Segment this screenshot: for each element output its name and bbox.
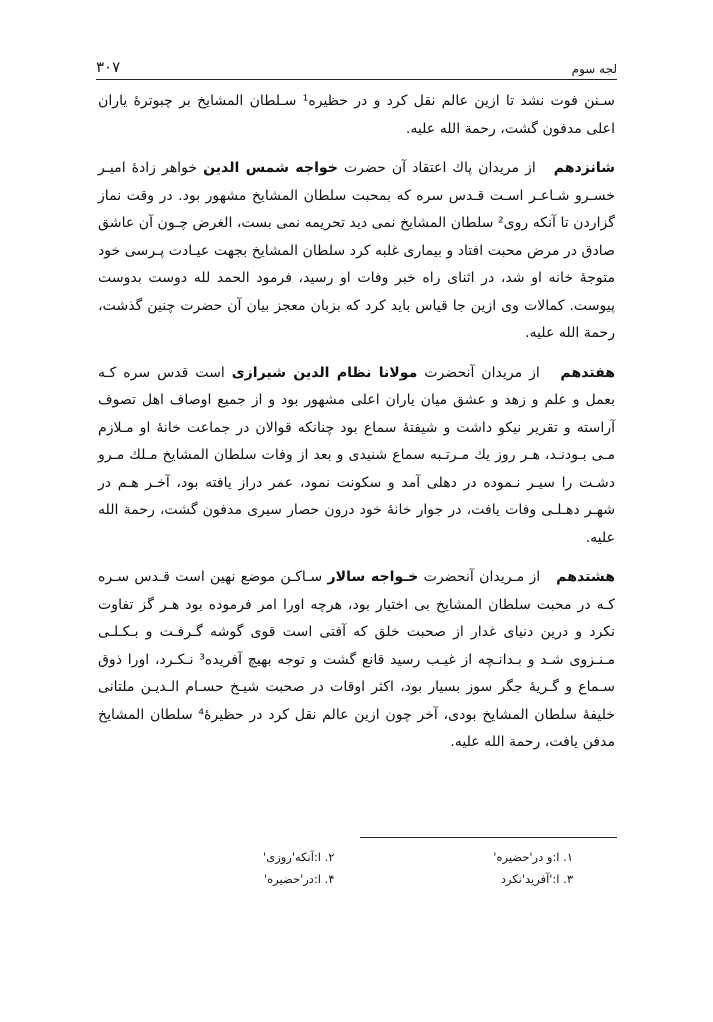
page-body: [98, 88, 615, 757]
page-header: [96, 52, 617, 76]
paragraph-text: سـنن فوت نشد تا ازین عالم نقل کرد و در حظیره¹ سـلطان المشایخ بر چبوترهٔ یاران اعلی مدفون گشت، رحمة الله علیه.: [98, 93, 615, 137]
paragraph-intro: از مریدان آنحضرت: [424, 364, 540, 381]
footnote-row: [96, 846, 573, 868]
paragraph-2: [98, 155, 615, 348]
paragraph-text: است قدس سره کـه بعمل و علم و زهد و عشق میان یاران اعلی مشهور بود و از جمیع اوصاف اهل تصوف آراسته و تقریر نیکو داشت و شیفتهٔ سماع بود چنانکه قوالان در جماعت خانهٔ او مـلازم مـی بـودنـد، هـر روز یك مـرتـبه سماع شنیدی و بعد از وفات سلطان المشایخ مـلك مـرو دشـت را سیـر نـموده در دهلی آمد و سکونت نمود، عمر دراز یافته بود، آخـر هـم در شهـر دهـلـی وفات یافت، در جوار خانهٔ خود درون حصار سیری مدفون گشت، رحمة الله علیه.: [98, 364, 615, 546]
footnote-2: ۲. ا:آنکه'روزی': [263, 850, 335, 864]
section-heading: شانزدهم: [553, 160, 615, 176]
footnote-3: ۳. ا:'آفرید'نکرد: [500, 872, 573, 886]
paragraph-intro: از مریدان پاك اعتقاد آن حضرت: [343, 160, 536, 176]
footnote-4: ۴. ا:در'حضیره': [264, 872, 335, 886]
header-rule: [96, 79, 617, 80]
footnote-row: [96, 868, 573, 890]
paragraph-text: سـاکـن موضع نهین است قـدس سـره کـه در محبت سلطان المشایخ بی اختیار بود، هرچه اورا امر فرموده بود هـر گز تفاوت نکرد و درین دنیای غدار از صحبت خلق که آفتی است قوی گوشه گـرفـت و بـکـلـی مـنـزوی شـد و بـدانـچه از غیـب رسید قانع گشت و توجه بهیچ آفریده³ نـکـرد، اورا ذوق سـماع و گـریهٔ جگر سوز بسیار بود، اکثر اوقات در صحبت شیـخ حسـام الـدیـن ملتانی خلیفهٔ سلطان المشایخ بودی، آخر چون ازین عالم نقل کرد در حظیرهٔ⁴ سلطان المشایخ مدفن یافت، رحمة الله علیه.: [98, 569, 616, 750]
paragraph-text: خواهر زادهٔ امیـر خسـرو شـاعـر اسـت قـدس سره که بمحبت سلطان المشایخ مشهور بود. در وقت نماز گزاردن تا آنکه روی² سلطان المشایخ نمی دید تحریمه نمی بست، الغرض چـون آن عاشق صادق در مرض محبت افتاد و بیماری غلبه کرد سلطان المشایخ بجهت عیـادت پـرسی خود متوجهٔ خانه او شد، در اثنای راه خبر وفات او رسید، فرمود الحمد لله دوست بدوست پیوست. کمالات وی ازین جا قیاس باید کرد که بزبان معجز بیان آن حضرت چنین گذشت، رحمة الله علیه.: [98, 160, 616, 341]
section-heading: هفتدهم: [560, 364, 616, 381]
footnote-1: ۱. ا:و در'حضیره': [493, 850, 573, 864]
person-name: خواجه شمس الدین: [203, 160, 338, 176]
footnotes: [96, 846, 573, 890]
paragraph-4: [98, 564, 615, 757]
person-name: خـواجه سالار: [327, 569, 419, 585]
paragraph-intro: از مـریدان آنحضرت: [423, 569, 541, 585]
page-number: ۳۰۷: [96, 58, 121, 76]
footnote-rule: [360, 837, 617, 838]
person-name: مولانا نظام الدین شیرازی: [231, 364, 418, 381]
paragraph-3: [98, 360, 615, 553]
paragraph-1: [98, 88, 615, 143]
section-heading: هشتدهم: [556, 569, 615, 585]
chapter-title: لجه سوم: [571, 62, 617, 76]
